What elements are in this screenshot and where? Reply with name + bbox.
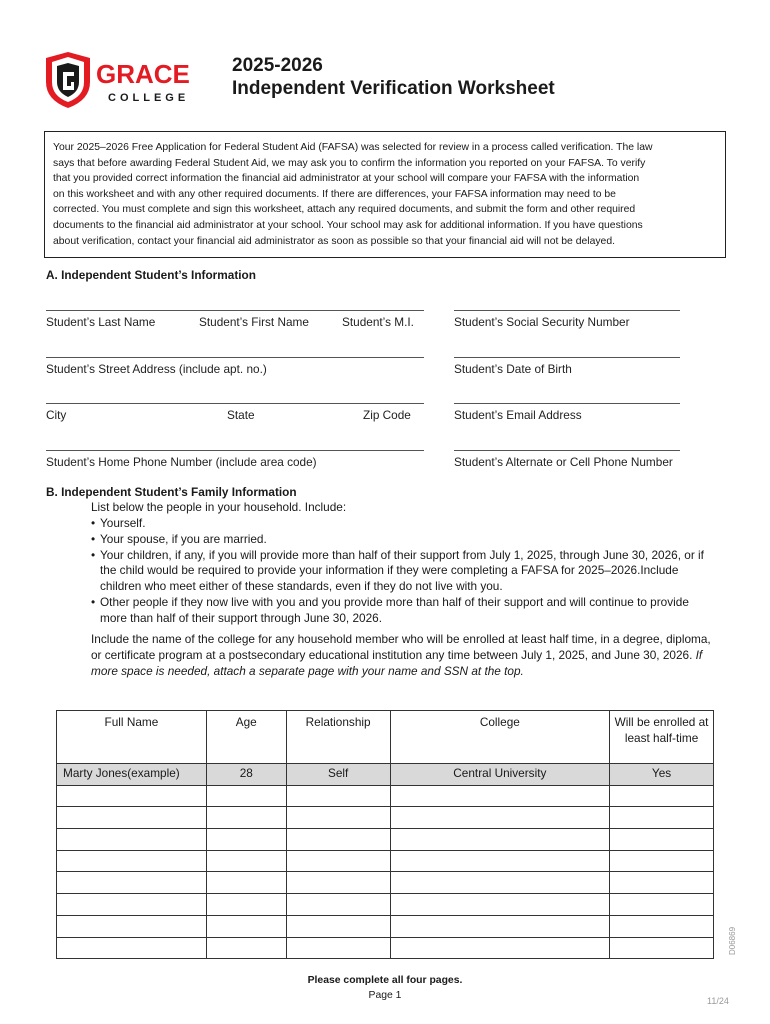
col-header-college: College [390,711,610,764]
dob-field-line[interactable] [454,357,680,358]
section-b-heading: B. Independent Student’s Family Information [46,485,297,499]
col-header-full-name: Full Name [57,711,207,764]
intro-line: about verification, contact your financial aid administrator as soon as possible so that your financial aid will not be delayed. [53,235,615,247]
college-note-italic: If more space is needed, attach a separate page with your name and SSN at the top. [91,647,703,678]
age-cell[interactable] [206,894,286,916]
dob-label: Student’s Date of Birth [454,362,572,376]
last-name-label: Student’s Last Name [46,315,156,329]
grace-college-logo [44,52,204,108]
mi-label: Student’s M.I. [342,315,414,329]
ssn-field-line[interactable] [454,310,680,311]
enrolled-cell[interactable] [610,807,714,829]
table-header-row [57,711,714,764]
section-b-intro: List below the people in your household. Include: [91,500,347,514]
example-relationship: Self [286,764,390,786]
example-age: 28 [206,764,286,786]
form-code: D06869 [728,926,737,955]
age-cell[interactable] [206,850,286,872]
revision-date: 11/24 [707,996,729,1006]
table-row[interactable] [57,850,714,872]
college-cell[interactable] [390,850,610,872]
name-cell[interactable] [57,872,207,894]
intro-line: Your 2025–2026 Free Application for Federal Student Aid (FAFSA) was selected for review in a process called verification. The law [53,142,653,153]
list-item: • Other people if they now live with you and you provide more than half of their support and will continue to provide more than half of their support through June 30, 2026. [91,595,711,627]
logo-sub: COLLEGE [108,92,190,104]
age-cell[interactable] [206,872,286,894]
enrolled-cell[interactable] [610,785,714,807]
relationship-cell[interactable] [286,894,390,916]
col-header-relationship: Relationship [286,711,390,764]
section-a-heading: A. Independent Student’s Information [46,268,256,282]
list-item: • Your spouse, if you are married. [91,532,711,548]
college-note-text: Include the name of the college for any household member who will be enrolled at least half time, in a degree, diploma, or certificate program at a postsecondary educational institution any time between July 1, 2025, and June 30, 2026. [91,632,711,662]
example-row [57,764,714,786]
intro-box [44,131,726,258]
enrolled-cell[interactable] [610,872,714,894]
relationship-cell[interactable] [286,829,390,851]
shield-icon [46,52,90,108]
college-cell[interactable] [390,937,610,959]
example-college: Central University [390,764,610,786]
intro-line: on this worksheet and with any other required documents. If there are differences, your FAFSA information may need to be [53,188,616,200]
logo-brand: GRACE [96,59,190,89]
relationship-cell[interactable] [286,807,390,829]
college-cell[interactable] [390,829,610,851]
age-cell[interactable] [206,915,286,937]
table-row[interactable] [57,872,714,894]
street-field-line[interactable] [46,357,424,358]
cell-phone-field-line[interactable] [454,450,680,451]
city-label: City [46,408,67,422]
enrolled-cell[interactable] [610,937,714,959]
name-field-line[interactable] [46,310,424,311]
first-name-label: Student’s First Name [199,315,309,329]
example-enrolled: Yes [610,764,714,786]
college-cell[interactable] [390,807,610,829]
email-label: Student’s Email Address [454,408,582,422]
home-phone-field-line[interactable] [46,450,424,451]
college-cell[interactable] [390,915,610,937]
name-cell[interactable] [57,785,207,807]
intro-line: says that before awarding Federal Student Aid, we may ask you to confirm the information you reported on your FAFSA. To verify [53,157,646,169]
name-cell[interactable] [57,937,207,959]
table-row[interactable] [57,894,714,916]
table-row[interactable] [57,785,714,807]
household-criteria-list [91,516,711,627]
name-cell[interactable] [57,894,207,916]
table-row[interactable] [57,915,714,937]
enrolled-cell[interactable] [610,915,714,937]
relationship-cell[interactable] [286,872,390,894]
name-cell[interactable] [57,915,207,937]
ssn-label: Student’s Social Security Number [454,315,630,329]
name-cell[interactable] [57,829,207,851]
example-name: Marty Jones(example) [57,764,207,786]
email-field-line[interactable] [454,403,680,404]
col-header-enrolled: Will be enrolled at least half-time [610,711,714,764]
college-note [91,632,717,679]
relationship-cell[interactable] [286,937,390,959]
page-number: Page 1 [368,990,402,1001]
household-table [56,710,714,959]
relationship-cell[interactable] [286,785,390,807]
list-item: • Your children, if any, if you will provide more than half of their support from July 1, 2025, through June 30, 2026, or if the child would be required to provide your information if they were completing a FAFSA for 2025–2026.Include children who meet either of these standards, even if they do not live with you. [91,548,711,595]
state-label: State [227,408,255,422]
age-cell[interactable] [206,829,286,851]
relationship-cell[interactable] [286,850,390,872]
cell-phone-label: Student’s Alternate or Cell Phone Number [454,455,673,469]
table-row[interactable] [57,807,714,829]
home-phone-label: Student’s Home Phone Number (include area code) [46,455,317,469]
name-cell[interactable] [57,807,207,829]
intro-line: documents to the financial aid administrator at your school. Your school may ask for additional information. If you have questions [53,219,643,231]
col-header-age: Age [206,711,286,764]
zip-label: Zip Code [363,408,411,422]
college-cell[interactable] [390,785,610,807]
college-cell[interactable] [390,894,610,916]
list-item: • Yourself. [91,516,711,532]
age-cell[interactable] [206,785,286,807]
title-block [232,54,555,100]
enrolled-cell[interactable] [610,894,714,916]
table-row[interactable] [57,829,714,851]
footer-instruction: Please complete all four pages. [307,975,463,986]
page-title: Independent Verification Worksheet [232,78,555,99]
enrolled-cell[interactable] [610,850,714,872]
age-cell[interactable] [206,937,286,959]
intro-line: corrected. You must complete and sign this worksheet, attach any required documents, and submit the form and other required [53,204,636,216]
intro-line: that you provided correct information the financial aid administrator at your school will compare your FAFSA with the information [53,173,640,185]
street-label: Student’s Street Address (include apt. no.) [46,362,267,376]
name-cell[interactable] [57,850,207,872]
age-cell[interactable] [206,807,286,829]
title-year: 2025-2026 [232,55,323,76]
college-cell[interactable] [390,872,610,894]
city-state-zip-field-line[interactable] [46,403,424,404]
table-row[interactable] [57,937,714,959]
relationship-cell[interactable] [286,915,390,937]
enrolled-cell[interactable] [610,829,714,851]
